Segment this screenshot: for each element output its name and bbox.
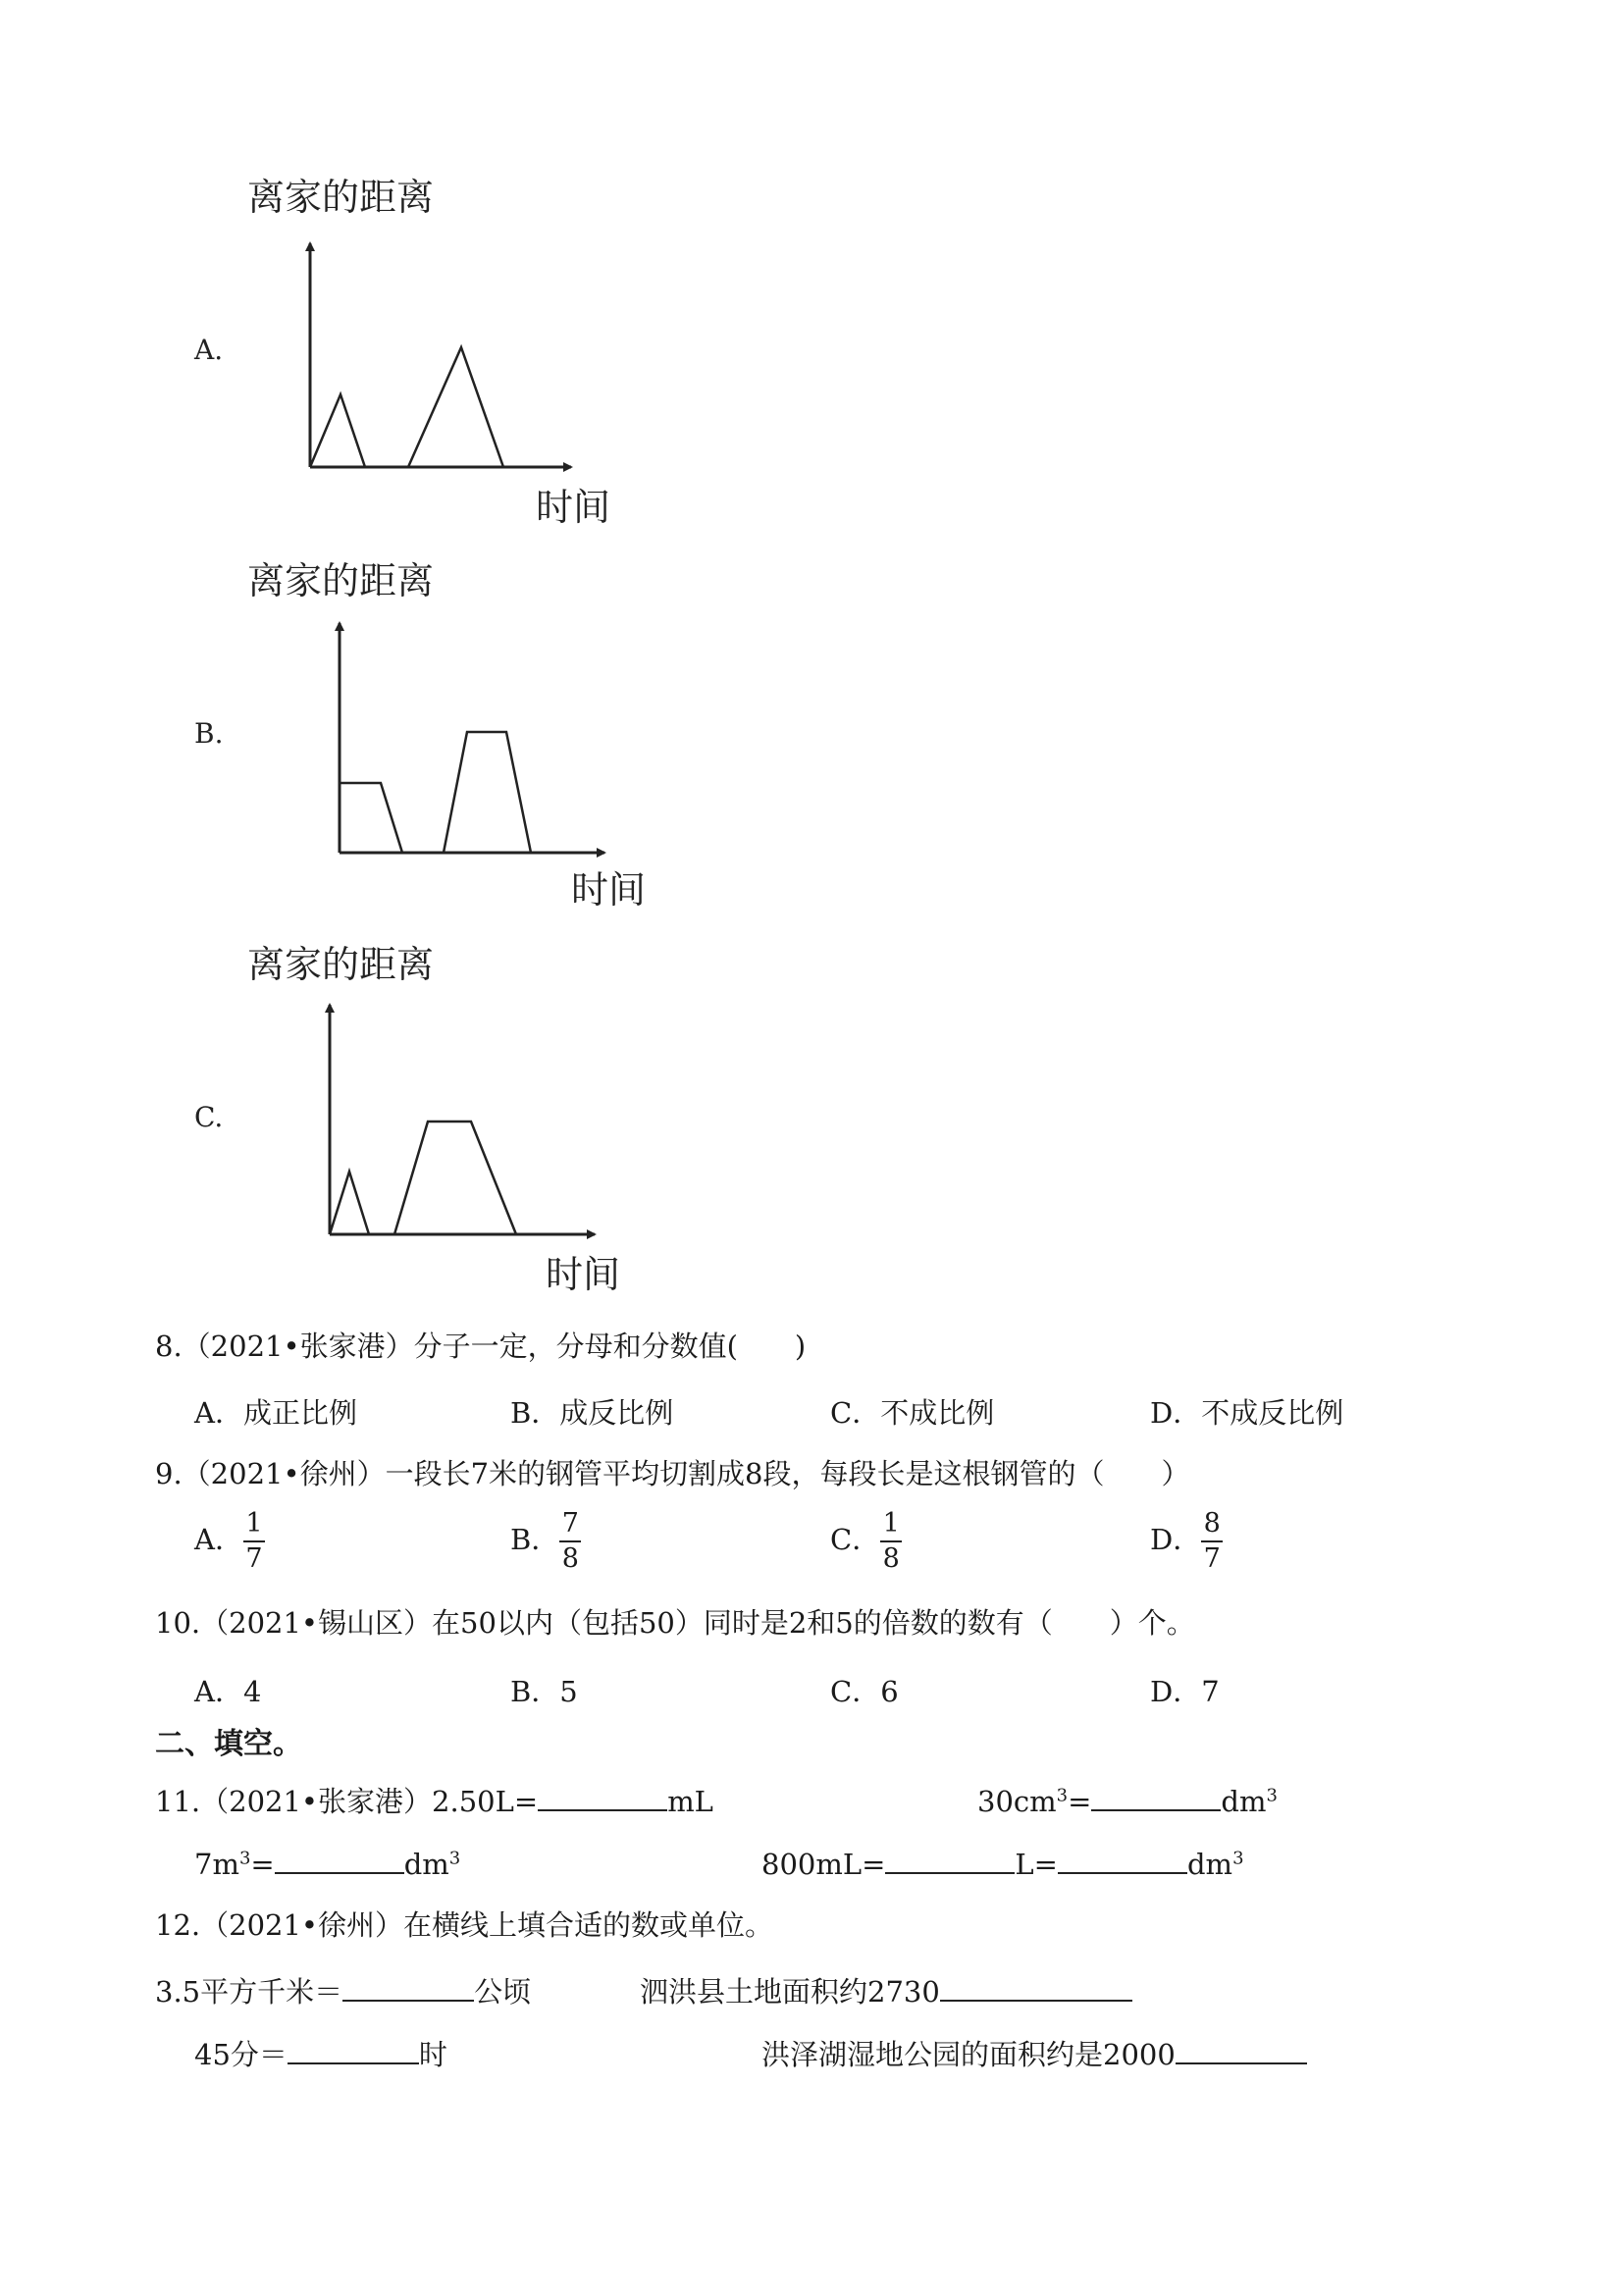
- graph-b-ylabel: 离家的距离: [247, 559, 435, 602]
- q12-item1-text: 3.5平方千米＝: [155, 1975, 343, 2009]
- superscript: 3: [1232, 1848, 1244, 1869]
- question-source: （2021•锡山区）: [200, 1606, 433, 1640]
- option-letter: B．: [510, 1523, 560, 1556]
- numerator: 1: [882, 1508, 900, 1539]
- q10-option-b[interactable]: B．5: [510, 1675, 578, 1708]
- q11-item1-unit: mL: [667, 1785, 713, 1818]
- option-letter: A．: [194, 1523, 243, 1556]
- q12-item3-blank[interactable]: [288, 2035, 419, 2064]
- q8-option-d[interactable]: D．不成反比例: [1150, 1396, 1344, 1430]
- question-11-item-3: [194, 1845, 460, 1882]
- q9-option-a[interactable]: [194, 1509, 265, 1574]
- q11-item2-left: 30cm: [977, 1785, 1057, 1818]
- denominator: 7: [245, 1543, 263, 1574]
- q11-item1-blank[interactable]: [538, 1782, 667, 1811]
- superscript: 3: [238, 1848, 251, 1869]
- question-12: [155, 1907, 773, 1943]
- graph-c: [194, 943, 620, 1296]
- question-number: 8.: [155, 1330, 183, 1363]
- q8-option-a[interactable]: A．成正比例: [194, 1396, 357, 1430]
- q9-option-d[interactable]: [1150, 1509, 1223, 1574]
- q12-item1-blank[interactable]: [342, 1972, 474, 2002]
- fraction-bar: [1201, 1540, 1223, 1542]
- q11-item4-blank-1[interactable]: [885, 1845, 1015, 1874]
- graph-c-ylabel: 离家的距离: [247, 943, 435, 986]
- q10-option-c[interactable]: C．6: [830, 1675, 899, 1708]
- question-number: 12.: [155, 1908, 201, 1942]
- graph-b-xlabel: 时间: [571, 868, 647, 912]
- section-title: 二、填空。: [155, 1727, 302, 1761]
- question-12-item-1: [155, 1972, 531, 2009]
- question-11-line-1: [155, 1782, 713, 1819]
- question-number: 9.: [155, 1457, 183, 1490]
- denominator: 8: [882, 1543, 900, 1574]
- graph-a-option-label: A.: [194, 334, 224, 366]
- q9-option-b[interactable]: [510, 1509, 581, 1574]
- equals: =: [1068, 1785, 1092, 1818]
- q11-item2-blank[interactable]: [1091, 1782, 1221, 1811]
- q11-item1-left: 2.50L=: [432, 1785, 539, 1818]
- q8-option-b[interactable]: B．成反比例: [510, 1396, 674, 1430]
- graph-b: [194, 559, 646, 912]
- fraction: [559, 1509, 581, 1574]
- equals: =: [250, 1848, 275, 1881]
- superscript: 3: [1056, 1785, 1069, 1806]
- graph-a-xlabel: 时间: [536, 486, 611, 529]
- graph-a-ylabel: 离家的距离: [247, 176, 435, 219]
- q10-option-d[interactable]: D．7: [1150, 1675, 1220, 1708]
- option-letter: C．: [830, 1523, 881, 1556]
- graph-c-xlabel: 时间: [546, 1253, 621, 1296]
- graph-c-option-label: C.: [194, 1101, 224, 1133]
- graph-b-option-label: B.: [194, 717, 224, 750]
- q12-item2-text: 泗洪县土地面积约2730: [640, 1975, 940, 2009]
- question-source: （2021•张家港）: [182, 1330, 414, 1363]
- graph-b-line: [340, 732, 531, 853]
- q11-item3-left: 7m: [194, 1848, 239, 1881]
- q12-item4-blank[interactable]: [1176, 2035, 1307, 2064]
- q11-item3-blank[interactable]: [275, 1845, 404, 1874]
- graph-a: [193, 176, 610, 529]
- question-text: 一段长7米的钢管平均切割成8段，每段长是这根钢管的（ ）: [385, 1457, 1190, 1490]
- question-11-item-4: [761, 1845, 1244, 1882]
- question-12-item-2: [640, 1972, 1132, 2009]
- question-10: [155, 1605, 1195, 1641]
- numerator: 8: [1203, 1508, 1221, 1539]
- question-number: 11.: [155, 1785, 201, 1818]
- q10-option-a[interactable]: A．4: [194, 1675, 262, 1708]
- graph-c-line: [330, 1122, 516, 1234]
- q9-option-c[interactable]: [830, 1509, 902, 1574]
- fraction-bar: [880, 1540, 902, 1542]
- denominator: 7: [1203, 1543, 1221, 1574]
- q11-item4-blank-2[interactable]: [1058, 1845, 1187, 1874]
- question-source: （2021•张家港）: [200, 1785, 433, 1818]
- q12-item3-unit: 时: [418, 2038, 447, 2071]
- fraction: [243, 1509, 265, 1574]
- fraction: [1201, 1509, 1223, 1574]
- question-text: 在横线上填合适的数或单位。: [403, 1908, 774, 1942]
- q12-item3-text: 45分＝: [194, 2038, 288, 2071]
- denominator: 8: [561, 1543, 579, 1574]
- question-text: 分子一定，分母和分数值( ): [413, 1330, 807, 1363]
- fraction: [880, 1509, 902, 1574]
- q11-item3-unit: dm: [403, 1848, 449, 1881]
- fraction-bar: [559, 1540, 581, 1542]
- numerator: 1: [245, 1508, 263, 1539]
- question-8: [155, 1329, 806, 1364]
- question-9: [155, 1456, 1190, 1491]
- superscript: 3: [1266, 1785, 1278, 1806]
- question-12-item-3: [194, 2035, 447, 2072]
- q11-item4-left: 800mL=: [761, 1848, 886, 1881]
- question-12-item-4: [761, 2035, 1307, 2072]
- q12-item4-text: 洪泽湖湿地公园的面积约是2000: [761, 2038, 1176, 2071]
- q11-item2-unit: dm: [1221, 1785, 1267, 1818]
- q11-item4-unit: dm: [1186, 1848, 1233, 1881]
- q11-item4-mid: L=: [1015, 1848, 1058, 1881]
- option-letter: D．: [1150, 1523, 1202, 1556]
- question-source: （2021•徐州）: [200, 1908, 404, 1942]
- question-11-item-2: [977, 1782, 1278, 1819]
- question-text: 在50以内（包括50）同时是2和5的倍数的数有（ ）个。: [432, 1606, 1195, 1640]
- q12-item1-unit: 公顷: [474, 1975, 532, 2009]
- question-number: 10.: [155, 1606, 201, 1640]
- graph-a-line: [310, 347, 503, 467]
- q12-item2-blank[interactable]: [940, 1972, 1132, 2002]
- numerator: 7: [561, 1508, 579, 1539]
- fraction-bar: [243, 1540, 265, 1542]
- superscript: 3: [448, 1848, 461, 1869]
- question-source: （2021•徐州）: [182, 1457, 386, 1490]
- q8-option-c[interactable]: C．不成比例: [830, 1396, 995, 1430]
